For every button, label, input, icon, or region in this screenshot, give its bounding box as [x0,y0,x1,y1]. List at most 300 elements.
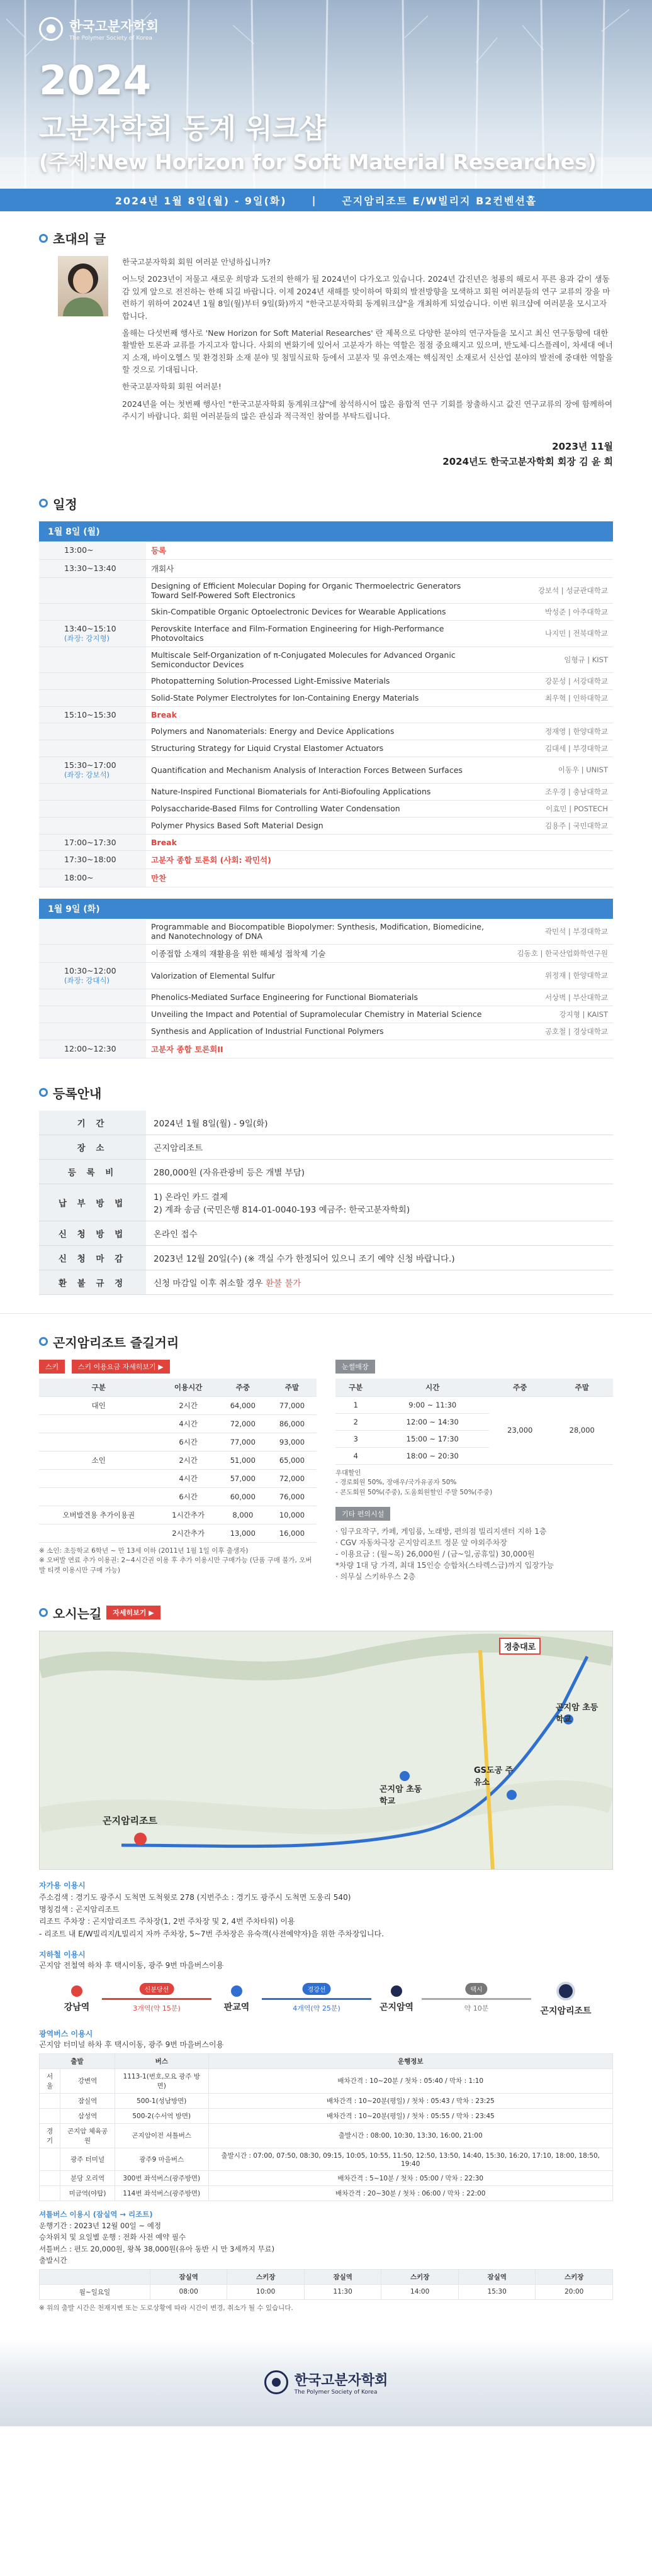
talk-speaker: 나지민 | 전북대학교 [493,620,613,647]
sled-header: 구분 [335,1379,376,1397]
bus-cell [40,2093,60,2108]
footer-org-ko: 한국고분자학회 [294,2372,388,2389]
ski-note: ※ 소인: 초등학교 6학년 ~ 만 13세 이하 (2011년 1월 1일 이후 출생자) ※ 오버발 연료 추가 이용권: 2~4시간권 이용 후 추가 이용시만 구매가능 (단품 구매 불가, 오버발 티켓 이용시만 구매 가능) [39,1546,312,1574]
info-separator: | [312,194,317,206]
sled-header: 시간 [376,1379,490,1397]
greeting-signature: 2023년 11월 2024년도 한국고분자학회 회장 김 윤 희 [442,440,613,467]
schedule-row [39,1006,613,1023]
bus-cell: 삼성역 [60,2108,115,2123]
bus-cell: 배차간격 : 5~10분 / 첫차 : 05:00 / 막차 : 22:30 [208,2170,613,2185]
route-segment-3: 택시 약 10분 [422,1998,531,2000]
ski-cell: 86,000 [267,1414,317,1433]
registration-key: 기 간 [39,1111,146,1135]
schedule-row [39,834,613,850]
talk-title: 고분자 종합 토론회 (사회: 곽민석) [146,850,493,869]
schedule-row [39,603,613,620]
bus-cell: 500-1(성남방면) [115,2093,208,2108]
ski-cell: 1시간추가 [158,1506,218,1524]
registration-text: 2) 계좌 송금 (국민은행 814-01-0040-193 예금주: 한국고분자학회) [154,1204,410,1215]
talk-title: Skin-Compatible Organic Optoelectronic Devices for Wearable Applications [146,603,493,620]
bus-row [40,2068,613,2093]
ski-cell [39,1487,158,1506]
ski-header: 주중 [218,1379,267,1397]
registration-row [39,1221,613,1245]
ski-header-row [39,1379,317,1397]
schedule-row [39,817,613,834]
schedule-row [39,577,613,603]
ski-row [39,1433,317,1451]
shuttle-line: 승차위치 및 요일별 운행 : 전화 사전 예약 필수 [39,2233,186,2242]
talk-title: Valorization of Elemental Sulfur [146,962,493,989]
schedule-row [39,989,613,1006]
talk-title: Structuring Strategy for Liquid Crystal Elastomer Actuators [146,740,493,757]
ski-cell: 76,000 [267,1487,317,1506]
registration-key: 신 청 마 감 [39,1245,146,1270]
section-title: 초대의 글 [39,229,613,247]
schedule-row [39,800,613,817]
ski-price-table [39,1379,317,1543]
talk-speaker: 위정재 | 한양대학교 [493,962,613,989]
ski-cell: 소인 [39,1451,158,1469]
talk-speaker: 강지형 | KAIST [493,1006,613,1023]
talk-title: 고분자 종합 토론회II [146,1040,493,1058]
shuttle-table [39,2269,613,2300]
sled-cell: 3 [335,1430,376,1447]
registration-value [146,1111,613,1135]
ring-bullet-icon [39,1337,48,1346]
registration-key: 장 소 [39,1135,146,1159]
schedule-time [39,689,146,706]
subway-route-diagram [39,1982,613,2017]
bus-header: 운행정보 [208,2053,613,2068]
talk-title: Designing of Efficient Molecular Doping for Organic Thermoelectric Generators Toward Self-Powered Soft Electronics [146,577,493,603]
ski-header: 주말 [267,1379,317,1397]
ski-detail-link[interactable]: 스키 이용요금 자세히보기 ▶ [72,1360,170,1374]
day1-schedule-table [39,541,613,887]
shuttle-line: 출발시간 [39,2256,67,2265]
footer [0,2338,652,2426]
sled-weekday-price: 23,000 [489,1396,551,1464]
talk-speaker [493,559,613,577]
sled-header: 주중 [489,1379,551,1397]
sled-header-row [335,1379,613,1397]
ski-header: 구분 [39,1379,158,1397]
schedule-row [39,647,613,672]
schedule-time: 17:30~18:00 [39,850,146,869]
shuttle-line: 운행기간 : 2023년 12월 00일 ~ 예정 [39,2221,161,2231]
society-logo-icon [264,2370,288,2394]
registration-row [39,1111,613,1135]
schedule-time [39,723,146,740]
bus-cell: 강변역 [60,2068,115,2093]
registration-row [39,1135,613,1159]
shuttle-line: 셔틀버스 : 편도 20,000원, 왕복 38,000원(유아 동반 시 만 3세까지 무료) [39,2244,275,2253]
ski-header: 이용시간 [158,1379,218,1397]
talk-title: Solid-State Polymer Electrolytes for Ion-Containing Energy Materials [146,689,493,706]
etc-tag: 기타 편의시설 [335,1507,390,1521]
bus-cell: 배차간격 : 10~20분(평일) / 첫차 : 05:43 / 막차 : 23:25 [208,2093,613,2108]
talk-title: Unveiling the Impact and Potential of Supramolecular Chemistry in Material Science [146,1006,493,1023]
bus-cell: 1113-1(번호,모요 광주 방면) [115,2068,208,2093]
talk-title: Polymer Physics Based Soft Material Design [146,817,493,834]
schedule-time: 13:40~15:10 (좌장: 강지형) [39,620,146,647]
talk-speaker: 곽민석 | 부경대학교 [493,919,613,945]
ski-cell [39,1469,158,1487]
car-direction-line: 주소검색 : 경기도 광주시 도척면 도척윗로 278 (지번주소 : 경기도 광주시 도척면 도웅리 540) [39,1892,351,1902]
schedule-row [39,919,613,945]
schedule-row [39,962,613,989]
bus-cell: 500-2(수서역 방면) [115,2108,208,2123]
talk-speaker: 임형규 | KIST [493,647,613,672]
registration-key: 신 청 방 법 [39,1221,146,1245]
ski-tag: 스키 [39,1360,65,1374]
directions-detail-link[interactable]: 자세히보기 ▶ [106,1606,160,1619]
registration-text: 2023년 12월 20일(수) (※ 객실 수가 한정되어 있으니 조기 예약 신청 바랍니다.) [154,1253,455,1264]
ski-cell: 16,000 [267,1524,317,1542]
registration-row [39,1270,613,1294]
route-stop-gangnam: 강남역 [52,1985,102,2013]
sled-cell: 12:00 ~ 14:30 [376,1413,490,1430]
ski-cell: 72,000 [267,1469,317,1487]
shuttle-header: 스키장 [536,2269,613,2284]
talk-speaker: 강보석 | 성균관대학교 [493,577,613,603]
ski-row [39,1487,317,1506]
schedule-time [39,944,146,962]
bus-row [40,2170,613,2185]
shuttle-note: ※ 위의 출발 시간은 천재지변 또는 도로상황에 따라 시간이 변경, 취소가 될 수 있습니다. [39,2304,293,2312]
ski-cell: 8,000 [218,1506,267,1524]
bus-cell: 배차간격 : 20~30분 / 첫차 : 06:00 / 막차 : 22:00 [208,2185,613,2201]
ski-row [39,1414,317,1433]
resort-section [0,1333,652,1582]
schedule-time [39,919,146,945]
map-label-highway: 경충대로 [499,1638,541,1655]
sled-price-table [335,1379,613,1465]
event-date: 2024년 1월 8일(월) - 9일(화) [115,194,287,207]
shuttle-cell: 20:00 [536,2284,613,2299]
bus-row [40,2093,613,2108]
ski-cell: 13,000 [218,1524,267,1542]
sled-row [335,1396,613,1413]
schedule-row [39,869,613,887]
registration-value [146,1159,613,1184]
ski-cell: 6시간 [158,1433,218,1451]
shuttle-header: 잠실역 [458,2269,536,2284]
registration-key: 납 부 방 법 [39,1184,146,1221]
bus-cell: 배차간격 : 10~20분(평일) / 첫차 : 05:55 / 막차 : 23:45 [208,2108,613,2123]
registration-text: 곤지암리조트 [154,1143,203,1153]
map-label-school: 곤지암 초동학교 [379,1784,422,1806]
ski-cell: 2시간추가 [158,1524,218,1542]
schedule-time [39,1023,146,1040]
shuttle-header-row [40,2269,613,2284]
shuttle-row [40,2284,613,2299]
schedule-time: 13:30~13:40 [39,559,146,577]
schedule-row [39,944,613,962]
registration-row [39,1184,613,1221]
car-direction-line: - 리조트 내 E/W빌리지/L빌리지 자까 주차장, 5~7번 주차장은 유숙객(사전예약자)을 위한 주차장입니다. [39,1929,384,1938]
car-direction-line: 명칭검색 : 곤지암리조트 [39,1905,120,1914]
section-title: 곤지암리조트 즐길거리 [39,1333,613,1351]
bus-cell: 300번 좌석버스(광주방면) [115,2170,208,2185]
registration-key: 환 불 규 정 [39,1270,146,1294]
bus-cell: 잠실역 [60,2093,115,2108]
org-name-ko: 한국고분자학회 [69,19,159,34]
ski-cell: 10,000 [267,1506,317,1524]
sled-cell: 9:00 ~ 11:30 [376,1396,490,1413]
talk-title: Break [146,706,493,723]
schedule-time [39,672,146,689]
facility-line: *차량 1대 당 가격, 최대 15인승 승합차(스타렉스급)까지 입장가능 [335,1560,554,1570]
ski-cell: 77,000 [267,1396,317,1414]
ski-cell: 4시간 [158,1414,218,1433]
registration-text: 신청 마감일 이후 취소할 경우 [154,1278,266,1289]
talk-title: 만찬 [146,869,493,887]
section-title: 오시는길 자세히보기 ▶ [39,1604,613,1622]
talk-title: Synthesis and Application of Industrial Functional Polymers [146,1023,493,1040]
ski-cell: 57,000 [218,1469,267,1487]
registration-text: 1) 온라인 카드 결제 [154,1192,228,1202]
facility-line: · 의무실 스키하우스 2층 [335,1572,416,1581]
facility-line: · 임구요작구, 카페, 게임룸, 노래방, 편의점 빌리지센터 지하 1층 [335,1526,547,1536]
schedule-section [0,494,652,1058]
schedule-time [39,783,146,800]
talk-title: Polymers and Nanomaterials: Energy and Device Applications [146,723,493,740]
schedule-row [39,672,613,689]
facility-line: · CGV 자동차극장 곤지암리조트 정문 앞 야외주차장 [335,1538,507,1547]
sled-cell: 2 [335,1413,376,1430]
sled-weekend-price: 28,000 [551,1396,614,1464]
registration-value [146,1221,613,1245]
shuttle-cell: 14:00 [381,2284,459,2299]
ski-row [39,1396,317,1414]
sled-tag: 눈썰매장 [335,1360,375,1374]
map-label-gas-station: GS도공 주유소 [474,1765,514,1787]
section-title: 일정 [39,494,613,513]
bus-directions: 광역버스 이용시 곤지암 터미널 하차 후 택시이동, 광주 9번 마을버스이용 [39,2029,224,2049]
bus-cell: 광주9 마을버스 [115,2148,208,2170]
greeting-text: 한국고분자학회 회원 여러분 안녕하십니까? 어느덧 2023년이 저물고 새로운 희망과 도전의 한해가 될 2024년이 다가오고 있습니다. 2024년 갑진년은 청룡의 해로서 푸른 용과 같이 생동감 있게 앞으로 전진하는 한해 되길 바랍니다. 이제 2024년 새해를 맞이하여 학회의 발전방향을 모색하고 회원 여러분들의 연구 교류의 장을 마련하기 위하여 2024년 1월 8일(월)부터 9일(화)까지 "한국고분자학회 동계워크샵"을 개최하게 되었습니다. 이번 워크샵에 여러분을 모시고자 합니다. 올해는 다섯번째 행사로 'New Horizon for Soft Material Researches' 란 제목으로 다양한 분야의 연구자들을 모시고 최신 연구동향에 대한 활발한 토론과 교류를 가지고자 합니다. 사회의 변화기에 있어서 고분자가 하는 역할은 점점 중요해지고 있으며, 반도체·디스플레이, 차세대 에너지 소재, 바이오헬스 및 환경친화 소재 분야 및 첨밀식료학 등에서 고분자 및 유연소재는 핵심적인 소재로서 신산업 분야의 발전에 중대한 역할을 할 것으로 기대됩니다. 한국고분자학회 회원 여러분! 2024년을 여는 첫번째 행사인 "한국고분자학회 동계워크샵"에 참석하시어 많은 융합적 연구 기회를 창출하시고 값진 연구교류의 장에 함께하여 주시기 바랍니다. 회원 여러분들의 많은 관심과 적극적인 참여를 부탁드립니다. [122,257,613,421]
hero-title: 고분자학회 동계 워크샵 [39,113,326,145]
ski-cell [39,1524,158,1542]
bus-header: 버스 [115,2053,208,2068]
bus-row [40,2148,613,2170]
bus-cell: 출발시간 : 07:00, 07:50, 08:30, 09:15, 10:05, 10:55, 11:50, 12:50, 13:50, 14:40, 15:30, 16:20, 17:10, 18:00, 18:50, 19:40 [208,2148,613,2170]
ski-cell: 72,000 [218,1414,267,1433]
shuttle-cell: 10:00 [227,2284,305,2299]
ski-cell: 60,000 [218,1487,267,1506]
schedule-row [39,706,613,723]
registration-value [146,1184,613,1221]
refund-warning: 환불 불가 [265,1278,301,1289]
ring-bullet-icon [39,1088,48,1097]
ski-cell [39,1414,158,1433]
sled-cell: 4 [335,1447,376,1464]
bus-cell: 114번 좌석버스(광주방면) [115,2185,208,2201]
schedule-row [39,559,613,577]
bus-cell: 곤지암 체육공원 [60,2123,115,2148]
session-chair: (좌장: 강보석) [64,770,110,779]
ring-bullet-icon [39,499,48,508]
registration-value [146,1135,613,1159]
schedule-row [39,723,613,740]
sled-header: 주말 [551,1379,614,1397]
map-label-resort: 곤지암리조트 [103,1814,157,1826]
schedule-time: 15:10~15:30 [39,706,146,723]
schedule-row [39,620,613,647]
route-segment-2: 경강선 4개역(약 25분) [262,1998,371,2000]
talk-speaker [493,1040,613,1058]
schedule-time: 18:00~ [39,869,146,887]
registration-text: 2024년 1월 8일(월) - 9일(화) [154,1118,268,1129]
schedule-time: 10:30~12:00 (좌장: 강대식) [39,962,146,989]
talk-title: Programmable and Biocompatible Biopolymer: Synthesis, Modification, Biomedicine, and Nanotechnology of DNA [146,919,493,945]
bus-cell [40,2170,60,2185]
ski-cell: 93,000 [267,1433,317,1451]
talk-speaker: 강문성 | 서강대학교 [493,672,613,689]
shuttle-directions: 셔틀버스 이용시 (잠실역 → 리조트) 운행기간 : 2023년 12월 00일 ~ 예정 승차위치 및 요일별 운행 : 전화 사전 예약 필수 셔틀버스 : 편도 20,000원, 왕복 38,000원(유아 동반 시 만 3세까지 무료) 출발시간 [39,2209,613,2267]
talk-title: Quantification and Mechanism Analysis of Interaction Forces Between Surfaces [146,757,493,783]
bus-cell: 출발시간 : 08:00, 10:30, 13:30, 16:00, 21:00 [208,2123,613,2148]
day2-header: 1월 9일 (화) [39,899,613,919]
talk-speaker: 김용주 | 국민대학교 [493,817,613,834]
talk-speaker [493,834,613,850]
registration-text: 280,000원 (자유관광비 등은 개별 부담) [154,1167,305,1178]
bus-cell: 배차간격 : 10~20분 / 첫차 : 05:40 / 막차 : 1:10 [208,2068,613,2093]
hero-banner [0,0,652,189]
schedule-row [39,1023,613,1040]
bus-cell: 미금역(야탑) [60,2185,115,2201]
schedule-row [39,850,613,869]
route-stop-gonjiam: 곤지암역 [371,1985,422,2013]
hero-year: 2024 [39,58,152,104]
directions-section [0,1604,652,2314]
bus-cell: 분당 오리역 [60,2170,115,2185]
schedule-time: 13:00~ [39,541,146,560]
talk-title: Multiscale Self-Organization of π-Conjugated Molecules for Advanced Organic Semiconductor Devices [146,647,493,672]
registration-value [146,1270,613,1294]
ski-row [39,1451,317,1469]
shuttle-cell: 월~일요일 [40,2284,150,2299]
society-logo-icon [39,17,63,41]
talk-speaker: 이효민 | POSTECH [493,800,613,817]
talk-title: Break [146,834,493,850]
bus-row [40,2108,613,2123]
talk-speaker [493,850,613,869]
registration-row [39,1245,613,1270]
bus-cell: 서울 [40,2068,60,2093]
ski-row [39,1506,317,1524]
ski-cell: 77,000 [218,1433,267,1451]
schedule-row [39,783,613,800]
society-logo [39,16,159,42]
president-photo [58,256,108,316]
registration-table [39,1111,613,1295]
talk-speaker: 박성준 | 아주대학교 [493,603,613,620]
org-name-en: The Polymer Society of Korea [69,35,152,42]
ski-cell: 65,000 [267,1451,317,1469]
ski-row [39,1524,317,1542]
shuttle-cell: 08:00 [150,2284,227,2299]
shuttle-header: 스키장 [381,2269,459,2284]
schedule-time: 15:30~17:00 (좌장: 강보석) [39,757,146,783]
route-segment-1: 신분당선 3개역(약 15분) [102,1998,211,2000]
shuttle-header: 잠실역 [150,2269,227,2284]
schedule-time [39,647,146,672]
event-info-bar [0,189,652,211]
schedule-time: 17:00~17:30 [39,834,146,850]
ski-row [39,1469,317,1487]
bus-cell [40,2148,60,2170]
talk-title: Nature-Inspired Functional Biomaterials for Anti-Biofouling Applications [146,783,493,800]
talk-speaker [493,541,613,560]
bus-cell [40,2108,60,2123]
etc-facilities [335,1526,613,1582]
talk-title: Phenolics-Mediated Surface Engineering for Functional Biomaterials [146,989,493,1006]
bus-cell: 경기 [40,2123,60,2148]
bus-header-row [40,2053,613,2068]
schedule-time [39,989,146,1006]
registration-text: 온라인 접수 [154,1229,198,1240]
talk-speaker: 공호철 | 경상대학교 [493,1023,613,1040]
ski-cell: 51,000 [218,1451,267,1469]
greeting-section [0,229,652,469]
location-map[interactable] [39,1631,613,1870]
talk-speaker: 김동호 | 한국산업화학연구원 [493,944,613,962]
schedule-row [39,1040,613,1058]
schedule-row [39,541,613,560]
registration-section [0,1084,652,1295]
talk-title: 등록 [146,541,493,560]
bus-cell [40,2185,60,2201]
schedule-time [39,817,146,834]
talk-speaker: 서상벽 | 부산대학교 [493,989,613,1006]
schedule-time [39,577,146,603]
talk-speaker [493,706,613,723]
facility-line: - 이용요금 : (월~목) 26,000원 / (금~일,공휴일) 30,000원 [335,1549,535,1558]
hero-subtitle: (주제:New Horizon for Soft Material Researches) [39,150,597,174]
bus-row [40,2185,613,2201]
talk-speaker: 조우경 | 충남대학교 [493,783,613,800]
shuttle-cell: 11:30 [304,2284,381,2299]
section-title: 등록안내 [39,1084,613,1102]
schedule-time [39,740,146,757]
talk-speaker: 최우혁 | 인하대학교 [493,689,613,706]
ski-cell: 오버발견용 추가이용권 [39,1506,158,1524]
sled-cell: 15:00 ~ 17:30 [376,1430,490,1447]
shuttle-header: 잠실역 [304,2269,381,2284]
talk-title: Photopatterning Solution-Processed Light-Emissive Materials [146,672,493,689]
ski-cell: 6시간 [158,1487,218,1506]
talk-speaker: 정재영 | 한양대학교 [493,723,613,740]
ski-cell: 64,000 [218,1396,267,1414]
route-stop-pangyo: 판교역 [211,1985,262,2013]
session-chair: (좌장: 강지형) [64,633,110,643]
talk-title: 개회사 [146,559,493,577]
event-venue: 곤지암리조트 E/W빌리지 B2컨벤션홀 [342,194,537,207]
session-chair: (좌장: 강대식) [64,975,110,985]
schedule-time [39,1006,146,1023]
bus-header: 출발 [40,2053,115,2068]
ski-cell: 2시간 [158,1451,218,1469]
schedule-time: 12:00~12:30 [39,1040,146,1058]
ring-bullet-icon [39,1608,48,1617]
bus-cell: 곤지암이전 셔틀버스 [115,2123,208,2148]
talk-speaker: 김대세 | 부경대학교 [493,740,613,757]
ring-bullet-icon [39,234,48,243]
bus-table [39,2053,613,2201]
talk-speaker: 이동우 | UNIST [493,757,613,783]
